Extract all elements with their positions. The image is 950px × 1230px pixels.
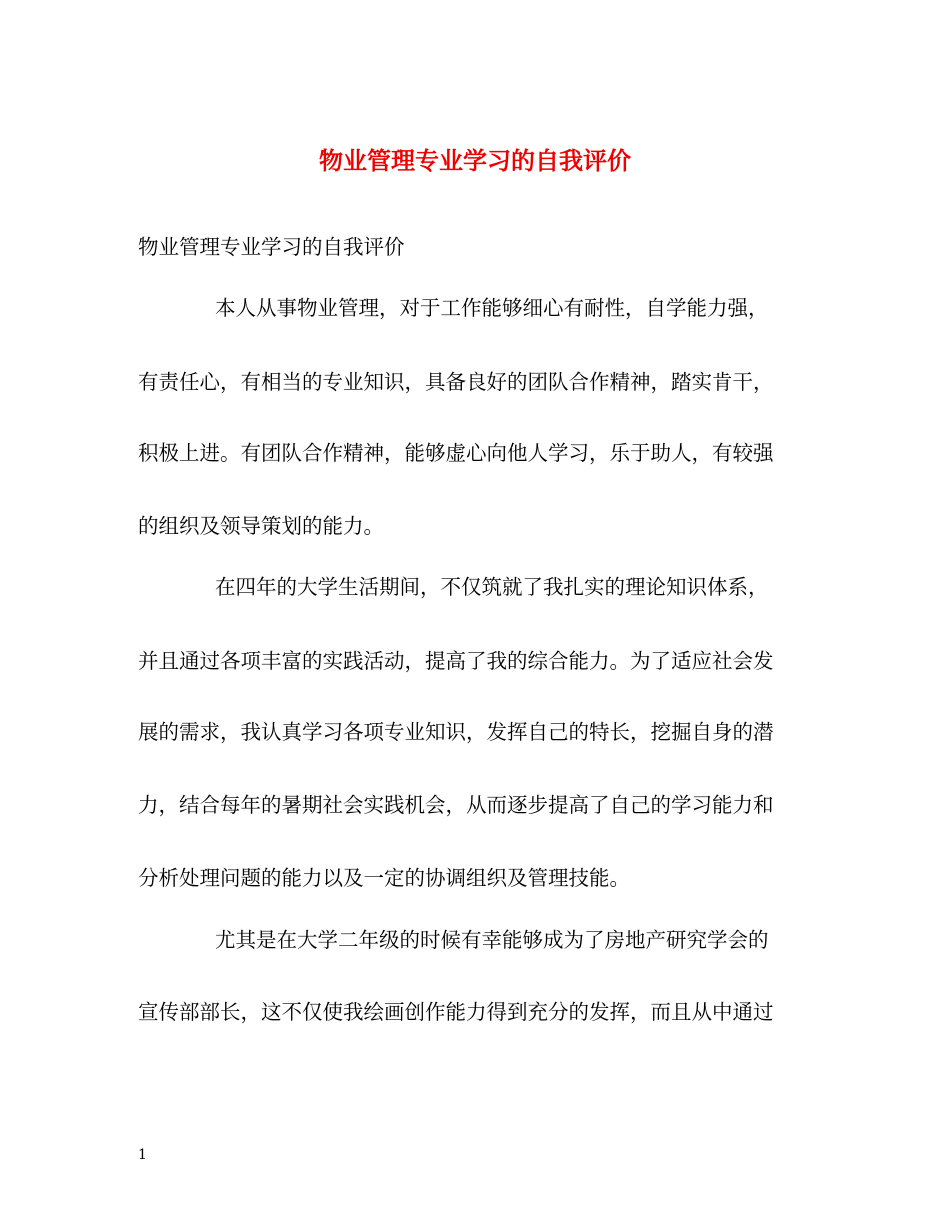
paragraph-1-line-3: 积极上进。有团队合作精神，能够虚心向他人学习，乐于助人，有较强 (138, 441, 774, 465)
page-number: 1 (138, 1147, 147, 1163)
paragraph-2-line-2: 并且通过各项丰富的实践活动，提高了我的综合能力。为了适应社会发 (138, 649, 774, 673)
paragraph-2-line-4: 力，结合每年的暑期社会实践机会，从而逐步提高了自己的学习能力和 (138, 793, 774, 817)
document-subtitle: 物业管理专业学习的自我评价 (138, 235, 405, 259)
paragraph-1-line-1: 本人从事物业管理，对于工作能够细心有耐性，自学能力强， (215, 296, 769, 320)
paragraph-1-line-4: 的组织及领导策划的能力。 (138, 514, 384, 538)
paragraph-3-line-2: 宣传部部长，这不仅使我绘画创作能力得到充分的发挥，而且从中通过 (138, 1000, 774, 1024)
document-title: 物业管理专业学习的自我评价 (319, 146, 631, 175)
paragraph-1-line-2: 有责任心，有相当的专业知识，具备良好的团队合作精神，踏实肯干， (138, 370, 774, 394)
paragraph-2-line-5: 分析处理问题的能力以及一定的协调组织及管理技能。 (138, 866, 630, 890)
paragraph-3-line-1: 尤其是在大学二年级的时候有幸能够成为了房地产研究学会的 (215, 928, 769, 952)
paragraph-2-line-1: 在四年的大学生活期间，不仅筑就了我扎实的理论知识体系， (215, 575, 769, 599)
paragraph-2-line-3: 展的需求，我认真学习各项专业知识，发挥自己的特长，挖掘自身的潜 (138, 720, 774, 744)
